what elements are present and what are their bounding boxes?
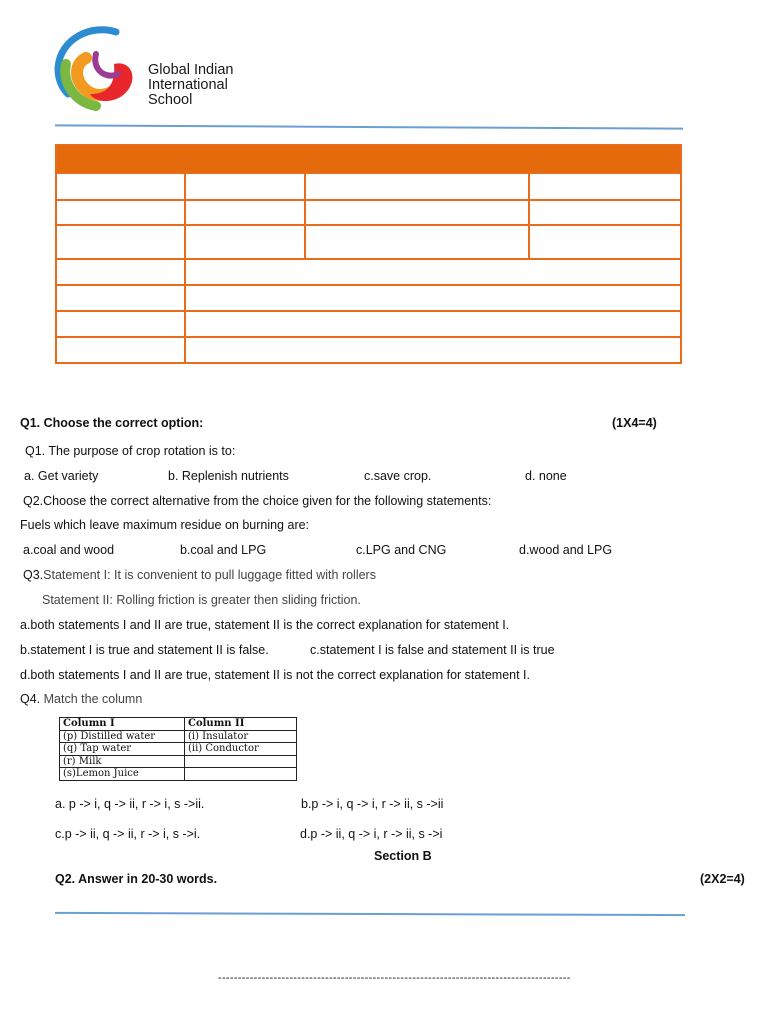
q2-text: Q2.Choose the correct alternative from the choice given for the following statements: — [23, 494, 492, 508]
table-row — [60, 730, 297, 743]
info-cell — [529, 173, 681, 200]
q1-marks: (1X4=4) — [612, 416, 657, 430]
table-header-band — [56, 145, 681, 173]
q1-option-a: a. Get variety — [24, 469, 99, 483]
match-cell: (q) Tap water — [60, 743, 185, 756]
q3-option-c: c.statement I is false and statement II is true — [310, 643, 555, 657]
info-cell — [185, 259, 681, 285]
info-cell — [185, 225, 305, 259]
match-header-col1: Column I — [60, 718, 185, 731]
match-cell: (p) Distilled water — [60, 730, 185, 743]
match-cell — [185, 768, 297, 781]
q2-option-d: d.wood and LPG — [519, 543, 613, 557]
q3-prefix: Q3. — [23, 568, 44, 582]
q2-option-a: a.coal and wood — [23, 543, 115, 557]
q1-option-b: b. Replenish nutrients — [168, 469, 289, 483]
info-cell — [56, 225, 185, 259]
match-cell — [185, 755, 297, 768]
info-cell — [305, 200, 529, 225]
logo-line-2: International — [148, 77, 228, 93]
info-cell — [529, 200, 681, 225]
q4-option-a: a. p -> i, q -> ii, r -> i, s ->ii. — [55, 797, 205, 811]
section-b-q2-marks: (2X2=4) — [700, 872, 745, 886]
logo-text — [148, 63, 233, 108]
table-row — [60, 755, 297, 768]
q4-option-b: b.p -> i, q -> i, r -> ii, s ->ii — [301, 797, 444, 811]
q3-option-d: d.both statements I and II are true, statement II is not the correct explanation for statement I. — [20, 668, 530, 682]
top-divider — [55, 124, 683, 129]
bottom-divider — [55, 912, 685, 916]
q3-option-b: b.statement I is true and statement II is false. — [20, 643, 269, 657]
section-b-title: Section B — [374, 849, 432, 863]
info-cell — [56, 259, 185, 285]
info-cell — [56, 285, 185, 311]
q3-statement-1: Statement I: It is convenient to pull luggage fitted with rollers — [43, 568, 376, 582]
info-cell — [185, 285, 681, 311]
q4-prefix: Q4. — [20, 692, 41, 706]
info-cell — [529, 225, 681, 259]
match-cell: (s)Lemon Juice — [60, 768, 185, 781]
q1-heading: Q1. Choose the correct option: — [20, 416, 204, 430]
q3-option-a: a.both statements I and II are true, statement II is the correct explanation for statement I. — [20, 618, 510, 632]
q3-statement-2: Statement II: Rolling friction is greater then sliding friction. — [42, 593, 361, 607]
match-cell: (ii) Conductor — [185, 743, 297, 756]
info-cell — [185, 337, 681, 363]
match-header-col2: Column II — [185, 718, 297, 731]
school-logo — [52, 24, 142, 112]
table-row — [60, 768, 297, 781]
info-cell — [56, 337, 185, 363]
q1-text: Q1. The purpose of crop rotation is to: — [25, 444, 236, 458]
exam-info-table — [55, 144, 682, 364]
match-cell: (i) Insulator — [185, 730, 297, 743]
logo-line-1: Global Indian — [148, 62, 234, 78]
info-cell — [56, 311, 185, 337]
info-cell — [185, 200, 305, 225]
q2-stem: Fuels which leave maximum residue on burning are: — [20, 518, 310, 532]
info-cell — [305, 225, 529, 259]
info-cell — [185, 311, 681, 337]
q3-line — [23, 568, 376, 582]
logo-line-3: School — [148, 92, 193, 108]
match-table — [59, 717, 297, 781]
q4-option-c: c.p -> ii, q -> ii, r -> i, s ->i. — [55, 827, 201, 841]
q1-option-d: d. none — [525, 469, 567, 483]
info-cell — [56, 200, 185, 225]
q2-option-b: b.coal and LPG — [180, 543, 267, 557]
logo-swirl-icon — [52, 24, 142, 112]
match-cell: (r) Milk — [60, 755, 185, 768]
q2-option-c: c.LPG and CNG — [356, 543, 447, 557]
q1-option-c: c.save crop. — [364, 469, 432, 483]
info-cell — [185, 173, 305, 200]
info-cell — [56, 173, 185, 200]
table-row — [60, 743, 297, 756]
footer-dashes: ----------------------------------------------------------------------------------------- — [218, 972, 571, 984]
table-row — [60, 718, 297, 731]
q4-option-d: d.p -> ii, q -> i, r -> ii, s ->i — [300, 827, 443, 841]
q4-text: Match the column — [40, 692, 143, 706]
section-b-q2-label: Q2. Answer in 20-30 words. — [55, 872, 218, 886]
q4-line — [20, 692, 142, 706]
info-cell — [305, 173, 529, 200]
